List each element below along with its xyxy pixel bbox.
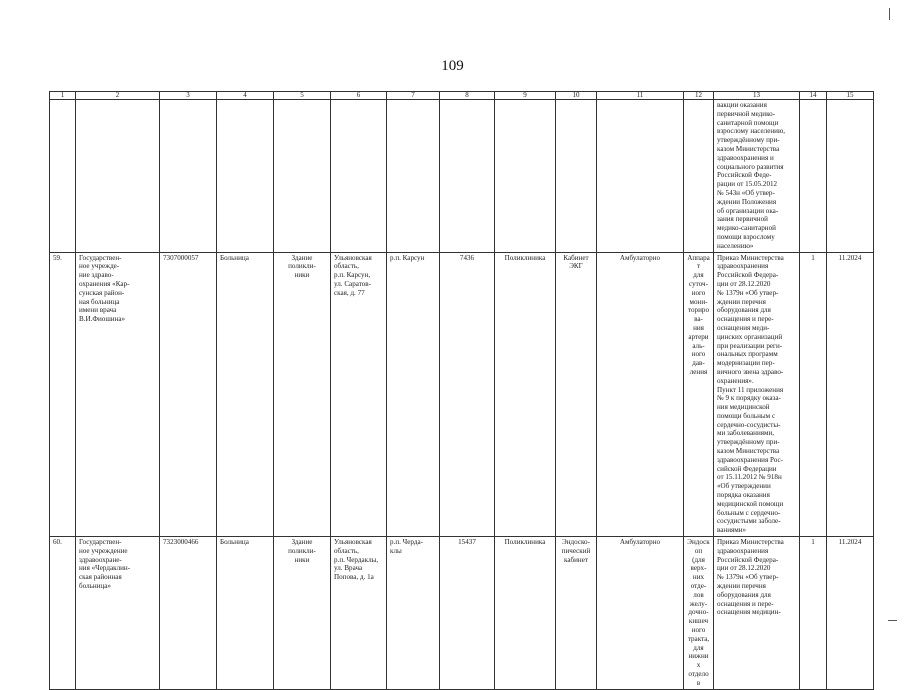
- population: 15437: [458, 538, 476, 547]
- column-number: 1: [50, 92, 76, 100]
- legal-basis-text: вакции оказания первичной медико- санитарной помощи взрослому населению, утверждённому при- казом Министерства здравоохранения и социального развития Российской Феде- рации от 15.05.2012 № 543н «Об утвер- ждении Положения об организации ока- зания первичной медико-санитарной помощи взрослому населению»: [717, 101, 786, 250]
- department: Поликлиника: [504, 538, 546, 547]
- column-number: 7: [387, 92, 440, 100]
- table-header-row: [50, 92, 874, 100]
- table-row-continued: [50, 100, 874, 253]
- cabinet: Кабинет ЭКГ: [563, 253, 589, 271]
- column-number: 14: [800, 92, 827, 100]
- care-conditions: Амбулаторно: [619, 253, 661, 262]
- column-number: 2: [76, 92, 160, 100]
- organization-name: Государствен- ное учрежде- ние здраво- охранения «Кар- сунская район- ная больница имени врача В.И.Фиошина»: [79, 253, 130, 324]
- inn-code: 7307000057: [163, 253, 199, 262]
- department: Поликлиника: [504, 253, 546, 262]
- equipment-name: Эндоскоп (для верх- них отде- лов желу- дочно- кишечного тракта, для нижних отделов: [687, 538, 710, 687]
- scan-edge-mark: [889, 8, 890, 20]
- column-number: 5: [274, 92, 331, 100]
- quantity: 1: [811, 538, 815, 547]
- building: Здание поликли- ники: [288, 253, 316, 280]
- row-number: 60.: [53, 538, 62, 547]
- column-number: 15: [827, 92, 874, 100]
- building: Здание поликли- ники: [288, 538, 316, 564]
- address: Ульяновская область, р.п. Карсун, ул. Саратов- ская, д. 77: [334, 253, 372, 297]
- delivery-date: 11.2024: [838, 253, 862, 262]
- inn-code: 7323000466: [163, 538, 199, 547]
- column-number: 6: [331, 92, 387, 100]
- column-number: 8: [440, 92, 495, 100]
- legal-basis-text: Приказ Министерства здравоохранения Российской Федера- ции от 28.12.2020 № 1379н «Об утвер- ждении перечня оборудования для оснащения и пере- оснащения меди- цинских организаций при реализации реги- ональных программ модернизации пер- вичного звена здраво- охранения». Пункт 11 приложения № 9 к порядку оказа- ния медицинской помощи больным с сердечно-сосудисты- ми заболеваниями, утверждённому при- казом Министерства здравоохранения Рос- сийской Федерации от 15.11.2012 № 918н «Об утверждении порядка оказания медицинской помощи больным с сердечно- сосудистыми заболе- ваниями»: [717, 253, 784, 535]
- row-number: 59.: [53, 253, 62, 262]
- table-row: [50, 537, 874, 690]
- quantity: 1: [811, 253, 815, 262]
- care-conditions: Амбулаторно: [619, 538, 661, 547]
- population: 7436: [459, 253, 475, 262]
- organization-name: Государствен- ное учреждение здравоохране- ния «Чердаклин- ская районная больница»: [79, 538, 131, 591]
- column-number: 10: [556, 92, 597, 100]
- scan-edge-mark: [888, 620, 897, 621]
- column-number: 3: [160, 92, 217, 100]
- address: Ульяновская область, р.п. Чердаклы, ул. Врача Попова, д. 1а: [334, 538, 379, 582]
- column-number: 9: [495, 92, 556, 100]
- column-number: 11: [597, 92, 684, 100]
- delivery-date: 11.2024: [838, 538, 862, 547]
- equipment-name: Аппарат для суточ- ного мони- торирова- ния артериаль- ного дав- ления: [687, 253, 710, 376]
- table-row: [50, 252, 874, 537]
- column-number: 4: [217, 92, 274, 100]
- settlement: р.п. Черда- клы: [390, 538, 423, 555]
- column-number: 12: [684, 92, 714, 100]
- facility-type: Больница: [220, 538, 249, 547]
- legal-basis-text: Приказ Министерства здравоохранения Российской Федера- ции от 28.12.2020 № 1379н «Об утвер- ждении перечня оборудования для оснащения и пере- оснащения медицин-: [717, 538, 784, 617]
- facility-type: Больница: [220, 253, 249, 262]
- column-number: 13: [714, 92, 800, 100]
- page-number: 109: [441, 58, 464, 74]
- settlement: р.п. Карсун: [390, 253, 425, 262]
- cabinet: Эндоско- пический кабинет: [561, 538, 591, 564]
- equipment-table: [49, 91, 874, 690]
